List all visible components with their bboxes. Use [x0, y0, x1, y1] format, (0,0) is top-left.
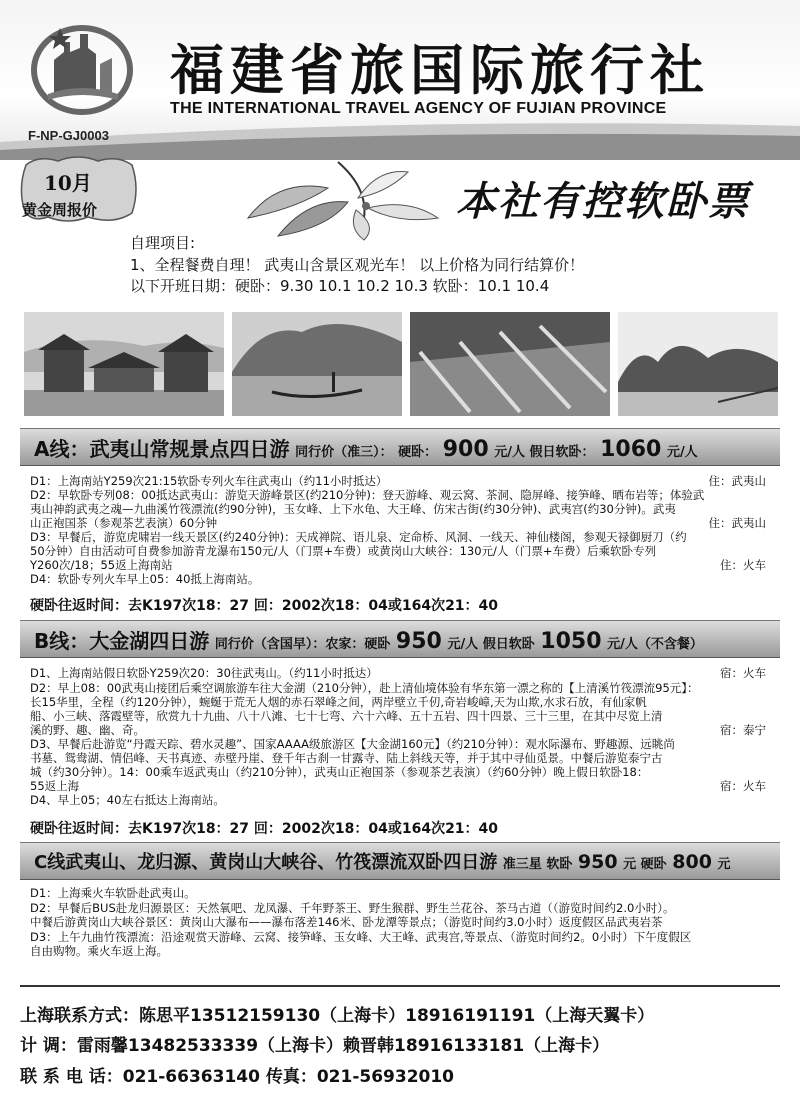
line-b-day-2-stay: 宿：泰宁 [720, 723, 766, 737]
line-a-peer-label: 同行价（准三）： [295, 445, 393, 460]
line-b-unit-2: 元/人（不含餐） [607, 637, 703, 652]
intro-line-1: 自理项目: [130, 234, 196, 252]
line-a-day-2-stay: 住：武夷山 [708, 516, 766, 530]
line-b-day-2-cont: 溪的野、趣、幽、奇。 [30, 723, 145, 737]
line-b-heading [34, 625, 703, 654]
line-b-day-3-stay: 宿：火车 [720, 779, 766, 793]
line-a-unit-2: 元/人 [666, 445, 698, 460]
line-b-unit-1: 元/人 假日软卧 [447, 637, 535, 652]
agency-logo [30, 18, 134, 118]
contact-planner: 计 调：雷雨馨13482533339（上海卡）赖晋韩18916133181（上海卡） [20, 1036, 610, 1056]
line-a-day-3-cont: 50分钟）自由活动可自费参加游青龙瀑布150元/人（门票+车费）或黄岗山大峡谷：130元/人（门票+车费）后乘软卧专列 [30, 544, 657, 558]
line-c-price-1: 950 [577, 851, 618, 873]
promo-headline: 本社有控软卧票 [456, 178, 750, 225]
line-b-day-4: D4、早上05；40左右抵达上海南站。 [30, 793, 225, 807]
line-a-price-2: 1060 [600, 437, 662, 462]
line-b-title: B线：大金湖四日游 [34, 629, 210, 653]
line-a-day-3: D3：早餐后，游览虎啸岩一线天景区(约240分钟)：天成禅院、语儿泉、定命桥、风洞、一线天、神仙楼阁，参观天禄御厨刀（约 [30, 530, 687, 544]
badge-month: 10月 [44, 171, 92, 195]
line-a-title: A线：武夷山常规景点四日游 [34, 437, 290, 461]
line-b-return-times: 硬卧往返时间：去K197次18：27 回：2002次18：04或164次21：40 [30, 821, 499, 837]
line-a-unit-1: 元/人 假日软卧： [494, 445, 595, 460]
line-a-day-3-stay: 住：火车 [720, 558, 766, 572]
line-a-day-2-cont: 山正袍国茶（参观茶艺表演）60分钟 [30, 516, 218, 530]
line-a-day-2: D2：早软卧专列08：00抵达武夷山：游览天游峰景区(约210分钟)：登天游峰、观云窝、茶洞、隐屏峰、接笋峰、晒布岩等；体验武 [30, 488, 705, 502]
agency-title-cn: 福建省旅国际旅行社 [170, 38, 710, 102]
line-b-price-2: 1050 [540, 629, 602, 654]
line-c-day-1: D1：上海乘火车软卧赴武夷山。 [30, 886, 196, 900]
temple-photo [24, 312, 224, 416]
line-c-unit-1: 元 硬卧 [623, 857, 667, 872]
line-b-price-1: 950 [395, 629, 442, 654]
line-b-peer-label: 同行价（含国早）：农家：硬卧 [214, 637, 391, 652]
line-b-day-2-cont: 船、小三峡、落霞壁等，欣赏九十九曲、八十八滩、七十七弯、六十六峰、五十五岩、四十四景、三十三里，在其中尽览上清 [30, 709, 663, 723]
badge-text: 黄金周报价 [22, 201, 98, 219]
bamboo-rafts-photo [410, 312, 610, 416]
line-b-day-1: D1、上海南站假日软卧Y259次20：30往武夷山。（约11小时抵达） [30, 666, 378, 680]
line-a-day-1-stay: 住：武夷山 [708, 474, 766, 488]
river-boat-photo [232, 312, 402, 416]
line-c-title: C线武夷山、龙归源、黄岗山大峡谷、竹筏漂流双卧四日游 [34, 852, 498, 873]
intro-line-2: 1、全程餐费自理！ 武夷山含景区观光车！ 以上价格为同行结算价！ [130, 256, 585, 274]
line-c-heading [34, 848, 731, 874]
line-a-price-1: 900 [442, 437, 489, 462]
line-c-day-2-cont: 中餐后游黄岗山大峡谷景区：黄岗山大瀑布——瀑布落差146米、卧龙潭等景点；（游览时间约3.0小时）返度假区品武夷岩茶 [30, 915, 663, 929]
footer-divider [20, 985, 780, 987]
mountain-mist-photo [618, 312, 778, 416]
line-b-day-3-cont: 书墓、鸳鸯湖、情侣峰、天书真迹、赤壁丹崖、登千年古刹一甘露寺、陆上斜线天等，并于其中寻仙觅景。中餐后游览泰宁古 [30, 751, 663, 765]
line-b-day-3: D3、早餐后赴游览“丹霞天踪、碧水灵趣”、国家AAAA级旅游区【大金湖160元】（约210分钟）：观水际瀑布、野趣源、远眺尚 [30, 737, 675, 751]
line-b-day-3-cont: 55返上海 [30, 779, 80, 793]
line-c-day-3: D3：上午九曲竹筏漂流：沿途观赏天游峰、云窝、接笋峰、玉女峰、大王峰、武夷宫,等景点、（游览时间约2。0小时）下午度假区 [30, 930, 692, 944]
contact-phone-fax: 联 系 电 话：021-66363140 传真：021-56932010 [20, 1067, 455, 1087]
line-c-grade: 准三星 软卧 [502, 857, 573, 872]
line-a-return-times: 硬卧往返时间：去K197次18：27 回：2002次18：04或164次21：40 [30, 598, 499, 614]
agency-title-en: THE INTERNATIONAL TRAVEL AGENCY OF FUJIAN PROVINCE [170, 100, 667, 117]
line-b-day-2-cont: 长15华里，全程（约120分钟），蜿蜒于荒无人烟的赤石翠峰之间，两岸壁立千仞,奇岩峻嶂,天为山欺,水求石放，有仙家帆 [30, 695, 647, 709]
line-b-day-2: D2：早上08：00武夷山接团后乘空调旅游车往大金湖（210分钟），赴上清仙境体验有华东第一漂之称的【上清溪竹筏漂流95元】： [30, 681, 699, 695]
line-b-day-1-stay: 宿：火车 [720, 666, 766, 680]
document-code: F-NP-GJ0003 [28, 128, 109, 143]
line-a-hard-label: 硬卧： [398, 445, 438, 460]
intro-line-3: 以下开班日期：硬卧：9.30 10.1 10.2 10.3 软卧：10.1 10.4 [130, 277, 550, 295]
line-a-heading [34, 433, 698, 462]
line-c-day-3-cont: 自由购物。乘火车返上海。 [30, 944, 168, 958]
line-c-price-2: 800 [672, 851, 712, 873]
line-c-unit-2: 元 [717, 857, 731, 872]
line-b-day-3-cont: 城（约30分钟）。14：00乘车返武夷山（约210分钟），武夷山正袍国茶（参观茶艺表演）（约60分钟）晚上假日软卧18： [30, 765, 649, 779]
line-a-day-1: D1：上海南站Y259次21:15软卧专列火车往武夷山（约11小时抵达） [30, 474, 388, 488]
line-a-day-2-cont: 夷山神韵武夷之魂—九曲溪竹筏漂流(约90分钟)，玉女峰、上下水龟、大王峰、仿宋古街(约30分钟)、武夷宫(约30分钟)。武夷 [30, 502, 676, 516]
contact-shanghai: 上海联系方式：陈思平13512159130（上海卡）18916191191（上海天翼卡） [20, 1006, 655, 1026]
line-a-day-3-cont: Y260次/18；55返上海南站 [30, 558, 173, 572]
line-c-day-2: D2：早餐后BUS赴龙归源景区：天然氧吧、龙凤瀑、千年野茶王、野生猴群、野生兰花谷、茶马古道（（游览时间约2.0小时）。 [30, 901, 675, 915]
line-a-day-4: D4：软卧专列火车早上05：40抵上海南站。 [30, 572, 260, 586]
lily-flower-image [238, 158, 458, 242]
